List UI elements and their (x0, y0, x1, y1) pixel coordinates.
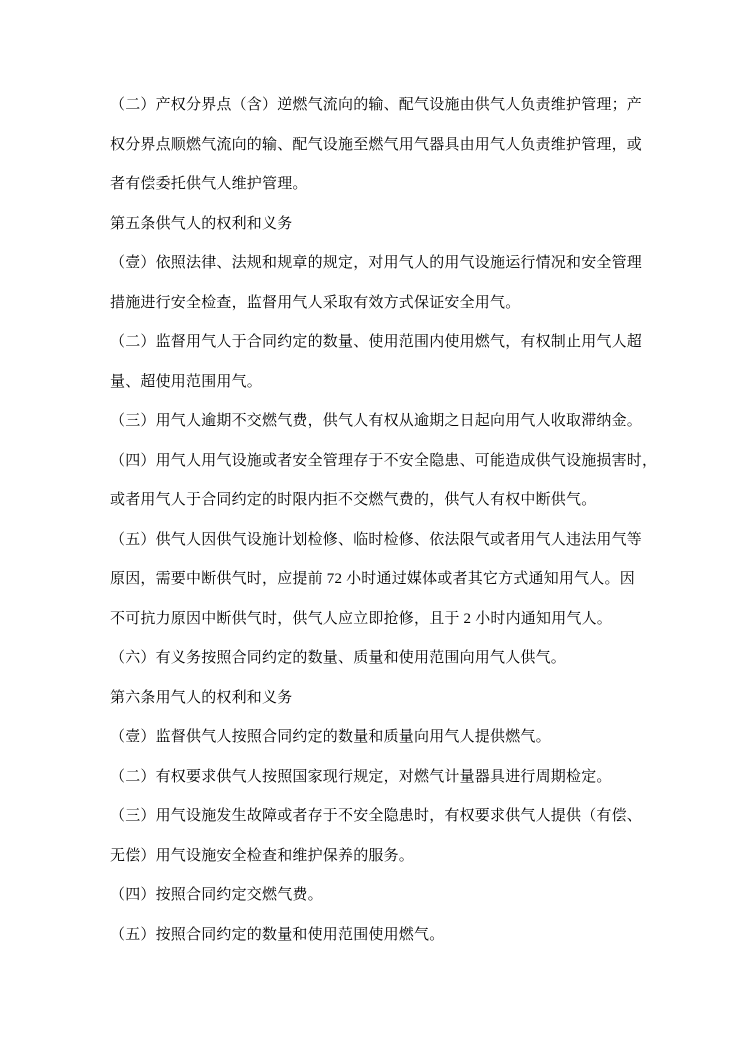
section-heading-article-5: 第五条供气人的权利和义务 (110, 215, 293, 232)
document-line: （二）产权分界点（含）逆燃气流向的输、配气设施由供气人负责维护管理；产 (110, 97, 643, 113)
document-line: 原因，需要中断供气时，应提前 72 小时通过媒体或者其它方式通知用气人。因 (110, 571, 635, 587)
document-line: 无偿）用气设施安全检查和维护保养的服务。 (110, 847, 415, 864)
section-heading-article-6: 第六条用气人的权利和义务 (110, 689, 293, 706)
document-line: 权分界点顺燃气流向的输、配气设施至燃气用气器具由用气人负责维护管理，或 (110, 136, 643, 153)
document-line: 者有偿委托供气人维护管理。 (110, 176, 308, 192)
document-line: （六）有义务按照合同约定的数量、质量和使用范围向用气人供气。 (110, 650, 567, 666)
document-line: （三）用气人逾期不交燃气费，供气人有权从逾期之日起向用气人收取滞纳金。 (110, 413, 643, 429)
document-line: （五）按照合同约定的数量和使用范围使用燃气。 (110, 926, 445, 943)
document-line: （四）按照合同约定交燃气费。 (110, 887, 323, 903)
document-text-block (110, 86, 658, 955)
document-line: （壹）监督供气人按照合同约定的数量和质量向用气人提供燃气。 (110, 729, 551, 745)
document-line: 量、超使用范围用气。 (110, 373, 263, 390)
document-line: 或者用气人于合同约定的时限内拒不交燃气费的，供气人有权中断供气。 (110, 492, 597, 508)
document-line: （二）监督用气人于合同约定的数量、使用范围内使用燃气，有权制止用气人超 (110, 334, 643, 350)
document-line: （四）用气人用气设施或者安全管理存于不安全隐患、可能造成供气设施损害时， (110, 452, 658, 469)
document-line: 措施进行安全检查，监督用气人采取有效方式保证安全用气。 (110, 294, 521, 311)
document-line: （壹）依照法律、法规和规章的规定，对用气人的用气设施运行情况和安全管理 (110, 255, 643, 271)
document-line: （五）供气人因供气设施计划检修、临时检修、依法限气或者用气人违法用气等 (110, 531, 643, 548)
document-line: （二）有权要求供气人按照国家现行规定，对燃气计量器具进行周期检定。 (110, 768, 612, 785)
document-line: （三）用气设施发生故障或者存于不安全隐患时，有权要求供气人提供（有偿、 (110, 808, 643, 824)
document-line: 不可抗力原因中断供气时，供气人应立即抢修，且于 2 小时内通知用气人。 (110, 610, 613, 627)
